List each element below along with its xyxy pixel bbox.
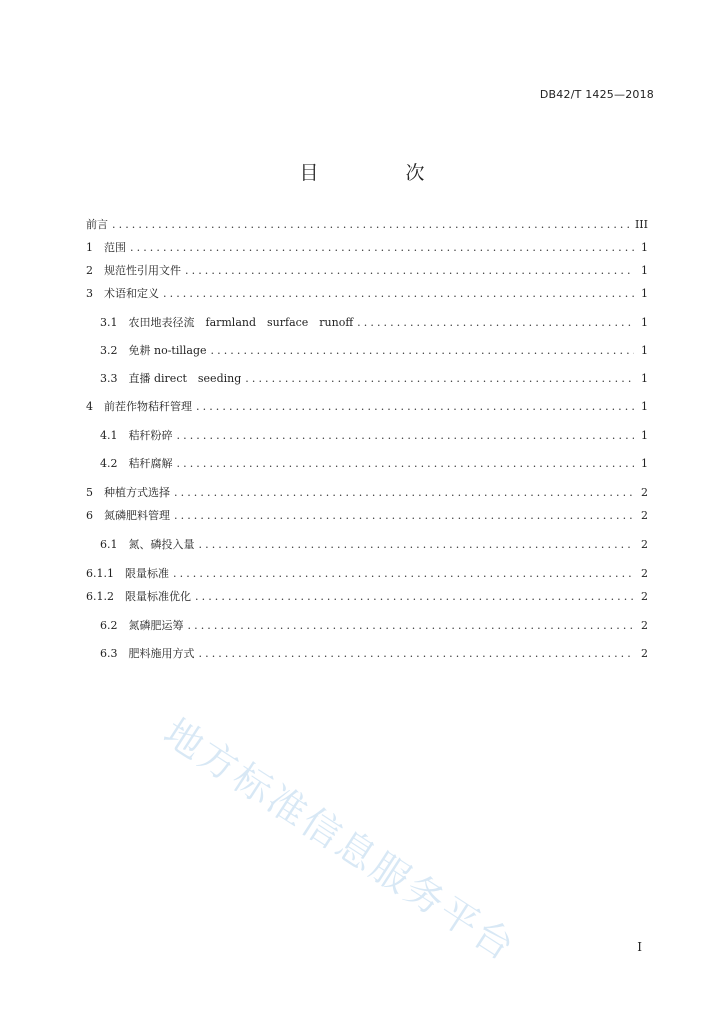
watermark: 地方标准信息服务平台 (156, 709, 524, 971)
toc-entry[interactable] (86, 590, 648, 604)
toc-leader-dots (199, 647, 635, 661)
toc-entry-page: 1 (641, 316, 648, 329)
toc-leader-dots (185, 264, 634, 278)
toc-entry-label: 6.1.2 限量标准优化 (86, 590, 191, 603)
toc-leader-dots (211, 344, 635, 358)
toc-leader-dots (163, 287, 634, 301)
toc-entry-page: 1 (641, 457, 648, 470)
toc-entry-page: 1 (641, 344, 648, 357)
toc-entry[interactable] (86, 486, 648, 500)
toc-leader-dots (357, 316, 634, 330)
toc-entry-label: 4.1 秸秆粉碎 (100, 429, 173, 442)
page-number: I (637, 940, 642, 954)
toc-entry-label: 6 氮磷肥料管理 (86, 509, 170, 522)
document-id: DB42/T 1425—2018 (539, 88, 654, 101)
toc-entry-label: 6.1.1 限量标准 (86, 567, 169, 580)
toc-entry[interactable] (86, 400, 648, 414)
toc-entry-label: 3.2 免耕 no-tillage (100, 344, 207, 357)
toc-entry-label: 6.3 肥料施用方式 (100, 647, 195, 660)
toc-entry-page: 2 (641, 509, 648, 522)
toc-leader-dots (177, 429, 635, 443)
toc-leader-dots (195, 590, 634, 604)
toc-entry-label: 5 种植方式选择 (86, 486, 170, 499)
toc-entry-label: 1 范围 (86, 241, 126, 254)
toc-leader-dots (188, 619, 635, 633)
toc-leader-dots (196, 400, 634, 414)
toc-entry-label: 6.1 氮、磷投入量 (100, 538, 195, 551)
toc-entry[interactable] (86, 567, 648, 581)
toc-entry-page: 1 (641, 372, 648, 385)
toc-title: 目 次 (299, 162, 459, 184)
toc-entry-label: 4.2 秸秆腐解 (100, 457, 173, 470)
toc-leader-dots (130, 241, 634, 255)
toc-entry[interactable] (86, 538, 648, 552)
toc-entry-page: 1 (641, 429, 648, 442)
toc-entry-label: 4 前茬作物秸秆管理 (86, 400, 192, 413)
toc-entry[interactable] (86, 619, 648, 633)
toc-entry-page: 2 (641, 647, 648, 660)
toc-entry-page: 2 (641, 486, 648, 499)
toc-entry-page: 1 (641, 287, 648, 300)
toc-entry-page: 2 (641, 590, 648, 603)
toc-entry-label: 前言 (86, 218, 108, 231)
toc-entry-label: 3 术语和定义 (86, 287, 159, 300)
toc-entry[interactable] (86, 241, 648, 255)
toc-entry-label: 3.3 直播 direct seeding (100, 372, 242, 385)
toc-entry[interactable] (86, 509, 648, 523)
toc-entry[interactable] (86, 264, 648, 278)
toc-entry[interactable] (86, 457, 648, 471)
toc-entry-label: 3.1 农田地表径流 farmland surface runoff (100, 316, 354, 329)
toc-entry-page: 1 (641, 241, 648, 254)
toc-entry-page: 2 (641, 567, 648, 580)
toc-leader-dots (112, 218, 631, 232)
toc-entry-label: 2 规范性引用文件 (86, 264, 181, 277)
toc-leader-dots (173, 567, 634, 581)
toc-entry[interactable] (86, 344, 648, 358)
toc-entry[interactable] (86, 316, 648, 330)
toc-entry-page: 1 (641, 264, 648, 277)
toc-entry-page: 2 (641, 619, 648, 632)
toc-leader-dots (245, 372, 634, 386)
toc-leader-dots (177, 457, 635, 471)
toc-entry-label: 6.2 氮磷肥运筹 (100, 619, 184, 632)
toc-entry[interactable] (86, 429, 648, 443)
toc-entry-page: 2 (641, 538, 648, 551)
toc-entry[interactable] (86, 647, 648, 661)
toc-leader-dots (174, 509, 634, 523)
toc-entry-page: 1 (641, 400, 648, 413)
toc-entry-page: III (634, 218, 648, 231)
toc-entry[interactable] (86, 372, 648, 386)
toc-leader-dots (174, 486, 634, 500)
toc-entry[interactable] (86, 218, 648, 232)
toc-leader-dots (199, 538, 635, 552)
toc-entry[interactable] (86, 287, 648, 301)
